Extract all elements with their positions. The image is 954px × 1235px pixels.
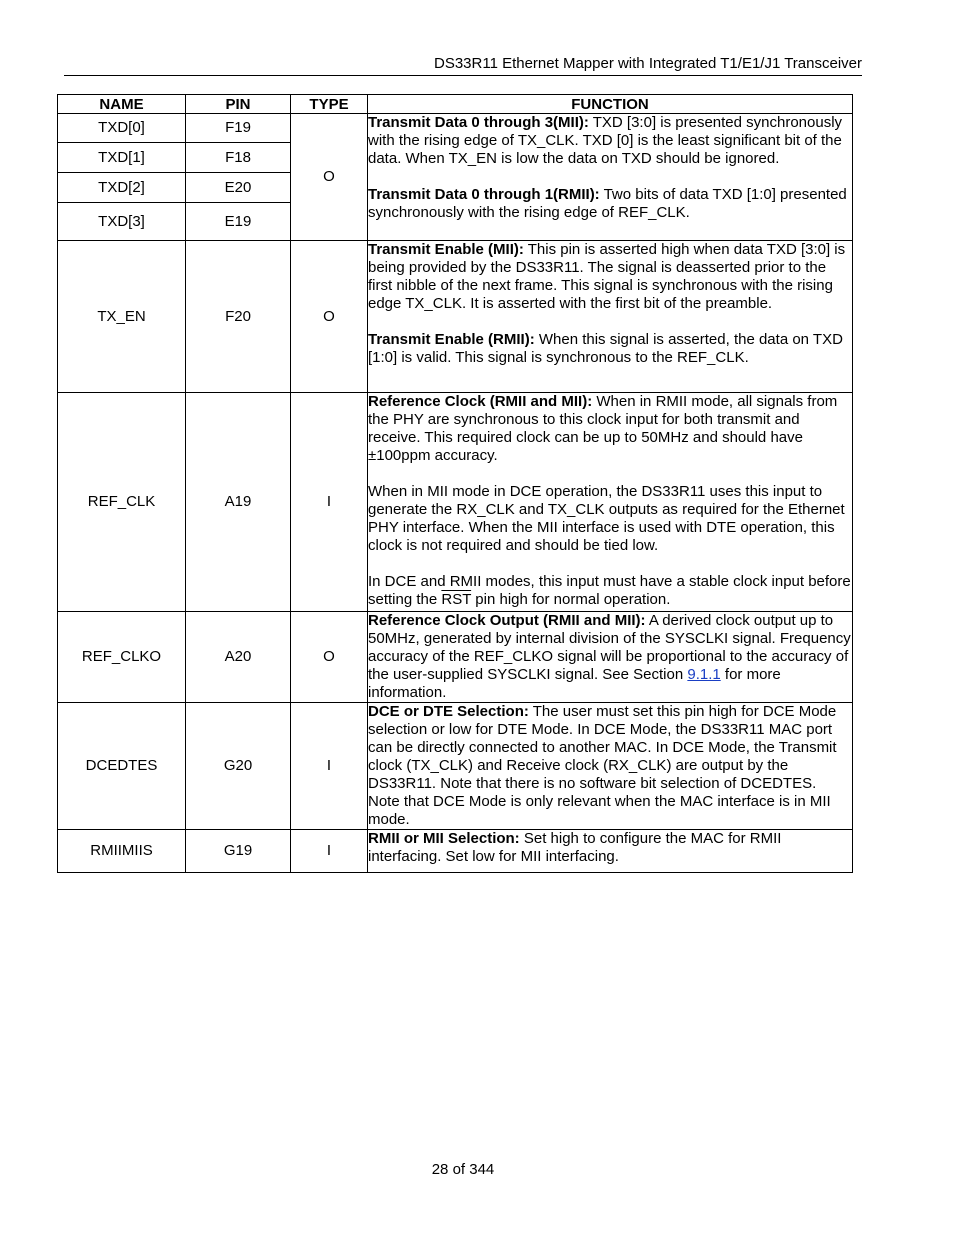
- function-paragraph: [368, 186, 852, 222]
- pin-type: O: [291, 241, 368, 393]
- function-text: This pin is asserted high when data TXD [3:0] is being provided by the DS33R11. The signal is deasserted prior to the first nibble of the next frame. This signal is synchronous with the rising edge TX_CLK. It is asserted with the first bit of the preamble.: [368, 241, 846, 312]
- pin-function: [368, 612, 853, 703]
- function-term: Transmit Data 0 through 3(MII):: [368, 114, 589, 131]
- function-text: Set high to configure the MAC for RMII interfacing. Set low for MII interfacing.: [368, 830, 782, 865]
- pin-name: TXD[3]: [58, 203, 186, 241]
- column-header-function: FUNCTION: [368, 95, 853, 114]
- pin-name: REF_CLK: [58, 393, 186, 612]
- table-header-row: [58, 95, 853, 114]
- table-row-dcedtes: [58, 703, 853, 830]
- column-header-type: TYPE: [291, 95, 368, 114]
- pin-number: F19: [186, 114, 291, 143]
- function-paragraph: [368, 241, 852, 313]
- function-term: Transmit Enable (MII):: [368, 241, 524, 258]
- pin-name: RMIIMIIS: [58, 830, 186, 873]
- function-text: pin high for normal operation.: [471, 591, 671, 608]
- pin-name: DCEDTES: [58, 703, 186, 830]
- pin-type: O: [291, 114, 368, 241]
- table-row-txd0: [58, 114, 853, 143]
- function-text: In DCE and RMII modes, this input must have a stable clock input before setting the: [368, 573, 851, 608]
- pin-name: TXD[0]: [58, 114, 186, 143]
- function-text: When in RMII mode, all signals from the PHY are synchronous to this clock input for both transmit and receive. This required clock can be up to 50MHz and should have ±100ppm accuracy.: [368, 393, 838, 464]
- pin-description-table: [57, 94, 853, 873]
- pin-name: TXD[1]: [58, 143, 186, 173]
- pin-type: I: [291, 703, 368, 830]
- column-header-name: NAME: [58, 95, 186, 114]
- table-row-ref-clko: [58, 612, 853, 703]
- function-paragraph: [368, 331, 852, 367]
- pin-type: I: [291, 393, 368, 612]
- function-term: Reference Clock Output (RMII and MII):: [368, 612, 646, 629]
- column-header-pin: PIN: [186, 95, 291, 114]
- function-text: When this signal is asserted, the data on TXD [1:0] is valid. This signal is synchronous to the REF_CLK.: [368, 331, 843, 366]
- table-row-tx-en: [58, 241, 853, 393]
- function-text: A derived clock output up to 50MHz, generated by internal division of the SYSCLKI signal. Frequency accuracy of the REF_CLKO signal will be proportional to the accuracy of the user-supplied SYSCLKI signal. See Section: [368, 612, 851, 683]
- pin-function: [368, 830, 853, 873]
- pin-number: A19: [186, 393, 291, 612]
- pin-number: E20: [186, 173, 291, 203]
- function-paragraph: When in MII mode in DCE operation, the DS33R11 uses this input to generate the RX_CLK and TX_CLK outputs as required for the Ethernet PHY interface. When the MII interface is used with DTE operation, this clock is not required and should be tied low.: [368, 483, 845, 554]
- pin-name: TXD[2]: [58, 173, 186, 203]
- function-term: DCE or DTE Selection:: [368, 703, 529, 720]
- function-text: TXD [3:0] is presented synchronously with the rising edge of TX_CLK. TXD [0] is the least significant bit of the data. When TX_EN is low the data on TXD should be ignored.: [368, 114, 843, 167]
- header-rule: [64, 75, 862, 76]
- pin-number: G19: [186, 830, 291, 873]
- function-paragraph: [368, 830, 852, 866]
- section-link[interactable]: 9.1.1: [687, 666, 721, 683]
- pin-function: [368, 241, 853, 393]
- pin-function: [368, 703, 853, 830]
- pin-number: F18: [186, 143, 291, 173]
- table-row-ref-clk: [58, 393, 853, 612]
- function-paragraph: [368, 114, 852, 168]
- pin-function: [368, 393, 853, 612]
- function-paragraph: [368, 393, 852, 465]
- pin-name: TX_EN: [58, 241, 186, 393]
- function-term: Reference Clock (RMII and MII):: [368, 393, 593, 410]
- function-term: RMII or MII Selection:: [368, 830, 520, 847]
- pin-name: REF_CLKO: [58, 612, 186, 703]
- function-term: Transmit Enable (RMII):: [368, 331, 535, 348]
- function-term: Transmit Data 0 through 1(RMII):: [368, 186, 600, 203]
- page-header: DS33R11 Ethernet Mapper with Integrated T1/E1/J1 Transceiver: [433, 55, 862, 72]
- pin-number: A20: [186, 612, 291, 703]
- function-text: for more information.: [368, 666, 781, 701]
- function-paragraph: [368, 612, 852, 702]
- pin-type: I: [291, 830, 368, 873]
- pin-type: O: [291, 612, 368, 703]
- page-number: 28 of 344: [431, 1161, 495, 1178]
- pin-function: [368, 114, 853, 241]
- function-paragraph: [368, 703, 852, 829]
- pin-number: G20: [186, 703, 291, 830]
- function-text: The user must set this pin high for DCE Mode selection or low for DTE Mode. In DCE Mode, the DS33R11 MAC port can be directly connected to another MAC. In DCE Mode, the Transmit clock (TX_CLK) and Receive clock (RX_CLK) are output by the DS33R11. Note that there is no software bit selection of DCEDTES. Note that DCE Mode is only relevant when the MAC interface is in MII mode.: [368, 703, 837, 828]
- function-text: Two bits of data TXD [1:0] presented synchronously with the rising edge of REF_CLK.: [368, 186, 847, 221]
- rst-signal-name: $\overline{RST}$: [441, 591, 472, 608]
- table-row-rmiimiis: [58, 830, 853, 873]
- function-paragraph: [368, 573, 852, 609]
- pin-number: E19: [186, 203, 291, 241]
- pin-number: F20: [186, 241, 291, 393]
